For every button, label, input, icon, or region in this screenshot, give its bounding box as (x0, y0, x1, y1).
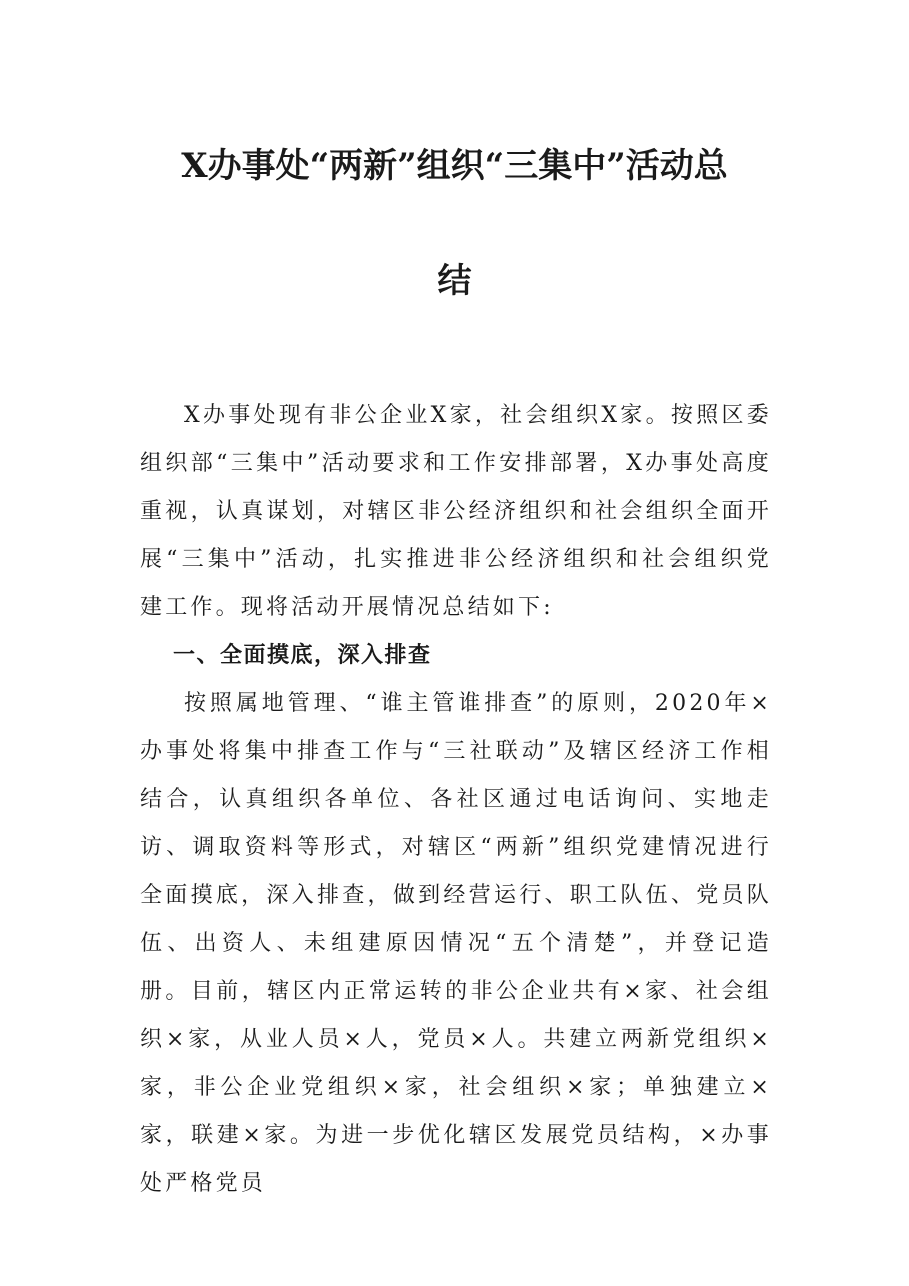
document-title-line-2: 结 (437, 261, 472, 301)
intro-paragraph: X办事处现有非公企业X家，社会组织X家。按照区委组织部“三集中”活动要求和工作安排部署，X办事处高度重视，认真谋划，对辖区非公经济组织和社会组织全面开展“三集中”活动，扎实推进非公经济组织和社会组织党建工作。现将活动开展情况总结如下: (140, 403, 772, 620)
section-1-paragraph: 按照属地管理、“谁主管谁排查”的原则，2020年×办事处将集中排查工作与“三社联动”及辖区经济工作相结合，认真组织各单位、各社区通过电话询问、实地走访、调取资料等形式，对辖区“两新”组织党建情况进行全面摸底，深入排查，做到经营运行、职工队伍、党员队伍、出资人、未组建原因情况“五个清楚”，并登记造册。目前，辖区内正常运转的非公企业共有×家、社会组织×家，从业人员×人，党员×人。共建立两新党组织×家，非公企业党组织×家，社会组织×家；单独建立×家，联建×家。为进一步优化辖区发展党员结构，×办事处严格党员 (140, 691, 772, 1196)
section-heading-1: 一、全面摸底，深入排查 (173, 643, 432, 668)
document-title-line-1: X办事处“两新”组织“三集中”活动总 (181, 146, 728, 186)
document-body (140, 392, 772, 1208)
